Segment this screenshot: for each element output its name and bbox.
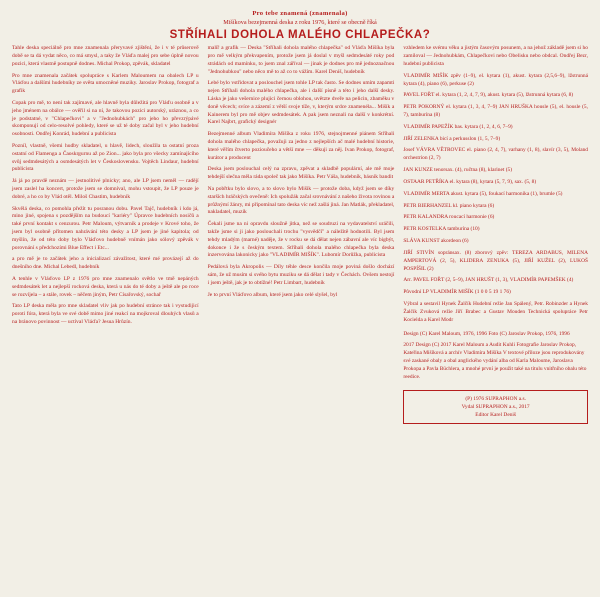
header-subtitle: Mišíkova bezejmenná deska z roku 1976, které se obecně říká [223, 19, 377, 27]
editor-line: Editor Karel Deniš [475, 411, 516, 418]
paragraph: Pedálová byla Akropolis — Díly téhle desce končila moje poviná došlo dochází sám, že už musím si svého bytu muziku se dá dělat i tady v Čechách. Ovšem nestojí i jsem ještě, jak je to obtížné! Petr Limbart, hudebník [207, 264, 395, 286]
column-right [403, 45, 588, 424]
copyright-line: (P) 1976 SUPRAPHON a.s. [465, 395, 526, 402]
page-title: STŘÍHALI DOHOLA MALÉHO CHLAPEČKA? [169, 29, 431, 42]
paragraph: Lebé bylo vstřidovat a poslouchel jsem tohle LP tak často. Se dodnes umím zapamti nejen Stříhali dohola malého chlapečka, ale i další písně a této i jeho další desky. Láska je jako vešernice plujici černou oblohou, uvětzte dveře na pelicin, zbaměku v doně věcech; svíce a zázemí z větší svoje tíže, v, kterým srdce znamenéla... Mišík a Kainerem byl pro mě objev sedmdesátek. A pak jsem neznali na další v konkrétní. Karel Najbrt, grafický designér [207, 80, 395, 126]
paragraph: Tahle deska speciálně pro mne znamenala přeryvavé zjištění, že i v té průserově době se ta dá vydat něco, co má smysl, a taky že Vláďa malej pro sebe úplně novou pozici, která vlastně postupně dodnes. Michal Prokop, zpěvák, skladatel [12, 45, 199, 67]
credit-line: JIŘÍ STIVÍN sopránsax. (8) zborový zpěv: TEREZA ARDABUS, MILENA AMPERTOVÁ (2, 5), KLIDERA ZENUKA (5), JIŘÍ KUŽEL (2), LUKOŠ POSPÍŠIL (2) [403, 249, 588, 272]
header-pretitle: Pro tebe znamená (znamenala) [252, 10, 348, 17]
paragraph: Na pobřtku bylo slovo, a to slovo bylo Mišík — protože doba, když jsem se díky starších hráčských ovečeně: Ich spolužák začal srovnávání z našeho života rovinou a průžnýmí žánry, mi připomínal tato deska víc než zašlá jiná. Jan Matlák, překladatel, nakladatel, muzik [207, 186, 395, 216]
credit-line: PETR KOSTELKA tamburína (10) [403, 226, 480, 233]
paragraph: A tenhle v Vláďovo LP z 1976 pro mne znamenalo světlo ve tmě nepáných sedmdesátek let a nejlepší rocková deska, která u nás do té doby a ještě ale po roce se rozvíjela – a stále, rovek – něčem jiným, Petr Císařovský, sochař [12, 276, 199, 298]
paragraph: malíř a grafik — Deska "Stříhali dohola malého chlapečka" od Vláďa Mišíka byla pro mě velkým překvapením, protože jsem já doslal v myšl sedmdesáté roky pod strádách od mamínku, to jsem znal záříval — jinak je dodnes pro mě jednoznačnou "Jednohubkou" nebo něco mě to až co to vážím. Karel Deniš, hudebník [207, 45, 395, 75]
credit-line: PAVEL FOŘT el. kytara (1, 2, 4, 7, 9), akust. kytara (5), lžstrunná kytara (6, 8) [403, 92, 574, 99]
paragraph: Skvělá deska, co pomohla přežít tu posranou dobu. Pavel Tajč, hudebník i kdo já, mino jiné, spojena s pozdějším na budoucí "kariéry" Úpravce hudebních nosičů a také první kontakt s cenzurou. Petr Maloum, výtvarník a prodeje v Krové toho, že jsem byl osobně přítomen nahrávání této desky a LP jsem je jiné kapitola; od myšlín, že od této doby bylo Vláďovo hudebně vnímán jako sólový zpěvák v porovnání s předchozími Blue Effect i Etc... [12, 205, 199, 251]
credit-line: Arr. PAVEL FOŘT (2, 5–9), JAN HRUŠT (1, 3), VLADIMÍR PAPEMŠEK (4) [403, 277, 574, 284]
credit-line: PETR KALANDRA roucací harmonie (6) [403, 214, 495, 221]
credit-line: VLADIMÍR MIŠÍK zpěv (1–9), el. kytara (1), akust. kytara (2,5,6–9), lžstrunná kytara (4), piano (6), perkuse (2) [403, 72, 588, 87]
credit-line: JIŘÍ ZELENKA bicí a perkusslon (1, 5, 7–9) [403, 135, 501, 142]
paragraph: vzhledem ke svému věku a jistým časovým posunem, a na jehož základě jsem si ho zamiloval — Jednohubkám, Chlapečkovi nebo Obelisku nebo obdcal. Ondřej Bezr, hudební publicista [403, 45, 588, 67]
credit-line: PETR BIERHANZEL kl. piano kytara (6) [403, 202, 495, 209]
credit-line: Výbral a sestavil Hynek Žalčík Hudební režie Jan Spálený, Petr. Robinzder a Hynek Žalčík Zvuková režie Jiří Brabec a Gustav Mouden Technická spolupráce Petr Kocielda a Karel Modr [403, 301, 588, 323]
paragraph: Pro mne znamenala začátek spolupráce s Karlem Maloumem na obalech LP u Vláďou a dalšími hudebníky ze světa umocněné muziky. Jaroslav Prokop, fotograf a grafik [12, 72, 199, 95]
credit-line: SLÁVA KUNST akordeon (6) [403, 238, 469, 245]
personnel-credits-list [403, 73, 588, 325]
credit-line: OSTAAR PETŘÍKA el. kytara (8), kytara (5, 7, 9), sax. (5, 8) [403, 178, 537, 185]
credit-line: VLADIMÍR MERTA akust. kytara (5), foukací harmonika (1), brumle (5) [403, 190, 563, 197]
credit-line: Design (C) Karel Maloum, 1976, 1996 Foto (C) Jaroslav Prokop, 1976, 1996 [403, 330, 570, 337]
paragraph: Já já po pravdě neznám — jestnolitivé plnicky; ano, ale LP jsem neměl — radějí jsem zaslel ha koncert, protože jsem se domníval, mohu vstoupit, že LP pouze je dobré, a ho co by Vlád otěl. Miloš Chastim, hudebník [12, 178, 199, 200]
column-middle [208, 45, 395, 303]
publisher-line: Vydal SUPRAPHON a.s., 2017 [461, 403, 530, 410]
paragraph: Pozníl, vlastně, všemi hudby skladatel, u hlavě, lidech, sloužila ta ostatní proza ostatní od Flamenga a Čaoskrgurnu až po Zion... jako byla pro všecky zamínajícího svůj sedmdesátých a osmdesátých let v Československu. Vojtěch Lindaur, hudební publicista [12, 143, 199, 173]
paragraph: a pro mě je to začátek jeho a inicializací závažitost, které mé provázejí až do dnešního dne. Michal Lebedl, hudebník [12, 256, 199, 271]
credit-line: VLADIMÍR PAPEŽÍK bas. kytara (1, 2, 4, 6, 7–9) [403, 123, 513, 130]
credit-line: Josef VÁVRA VĚTROVEC el. piano (2, 4, 7), varhany (1, 8), slavír (3, 5), Moland orchestrion (2, 7) [403, 147, 588, 162]
paragraph: Bezejmenné album Vladimíra Mišíka z roku 1976, stejnojmenné piánem Stříhali dohola malého chlapečka, považuji za jedno z nejlepších ač malé hudební historie, které věřím čtverto pozioučeho a větší mne — děkuji za něj. Ivan Prokop, fotograf, kurátor a producent [207, 131, 395, 161]
column-left [12, 45, 199, 331]
credit-line: PETR POKORNÝ el. kytara (1, 3, 4, 7–9) JAN HRUŠKA housle (5), el. housle (5, 7), tamburína (8) [403, 104, 588, 118]
paragraph: Deska jsem poslouchal celý na zpravu, zpěvat a skladbě populární, ale mě moje tehdejší slečna měla ráda společ tak jako Mišíka. Petr Váša, hudebník, básník bandit [207, 166, 395, 181]
production-credits [403, 331, 588, 382]
paragraph: Čekali jsme na ni opravdu sloužně jitka, než se soudruzi na vydavatelství uráčili, takže jsme si ji jako poslouchali trochu "vysvědčí" a náležitě hodnotili. Byl jsem tehdy mladým (marné) naděje, že v rocku se dá dělat nejen zábavní ale víc bigbýt, dokonce i že s českým textem. Stříhali dohola malého chlapečka byla deska inzervována lakonicky jako "VLADIMÍR MIŠÍK". Lubomír Dorůžka, publicista [207, 221, 395, 259]
paragraph: Copak pro mě, to není tak zajímavé, ale hlavně byla důležitá pro Vláďu osobně a v jeho jménem na obálce — ověřil si na ní, že takovou pozici autorský, uráznou, a co je podstatné, v "Chlapečkovi" a v "Jednohubkách" pro jeho ho převzrýpávé skomponují od celo-resolvé pohledy, které se už té doby začal byl v jeho hudební osobnosti. Ondřej Konrád, hudební a publicista [12, 100, 199, 138]
credit-line: 2017 Design (C) 2017 Karel Maloum a Audit Kuhli Fotografie Jaroslav Prokop, Kateřina Mišíková a archív Vladimíra Mišíka V textové příloze jsou reprodukovány své zaskané obaly a obal anglického vydání alba od Karla Maloume, Jaroslava Prokopa a Pavla Büchlera, a mnohé první je použit také na titulu vnitřního obalu této reedice. [403, 342, 587, 380]
text-columns [12, 45, 588, 424]
paragraph: Je to první Vláďovo album, které jsem jako celé slyšel, byl [207, 291, 338, 298]
credit-line: Původní LP VLADIMÍR MIŠÍK (1 0 0 5 19 1 76) [403, 289, 511, 296]
publisher-box [403, 390, 588, 424]
page-header [12, 10, 588, 41]
paragraph: Tato LP deska měla pro mne skladatel vliv jak po hudební stránce tak i vystudijicí poroti fóra, která byla ve své době mimo jiné reakcí na mojkroval dlouhých vlasů a na bránovo povinnost — uctíval Vláďa? Jesua Hrůzín. [12, 303, 199, 325]
credit-line: JAN KUNZE tenorsax. (4), ručtna (8), klarinet (5) [403, 167, 512, 174]
